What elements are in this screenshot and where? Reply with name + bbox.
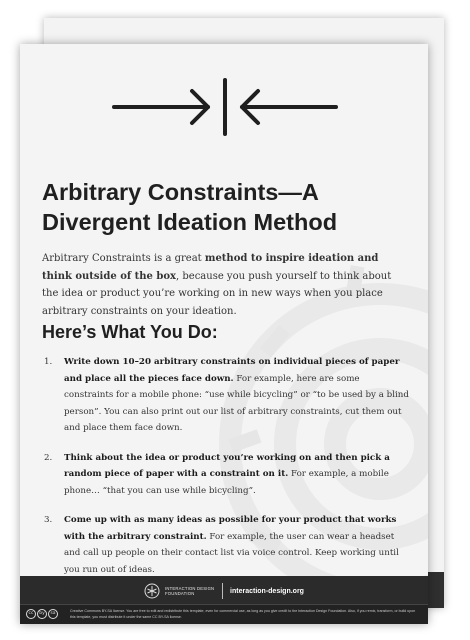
list-item	[44, 450, 410, 500]
section-heading: Here’s What You Do:	[42, 322, 218, 342]
cc-sa-icon: sa	[48, 609, 58, 619]
license-bar	[20, 604, 428, 624]
cc-icons	[26, 609, 59, 619]
intro-text: , because you push yourself to think about the idea or product you’re working on in new ways when you place arbitrary constraints on your ideation.	[42, 270, 392, 317]
page-title	[42, 177, 412, 237]
org-name: INTERACTION DESIGN FOUNDATION	[165, 586, 215, 596]
intro-text: Arbitrary Constraints is a great	[42, 253, 205, 264]
cc-icon: cc	[26, 609, 36, 619]
steps-list	[44, 354, 410, 591]
step-number: 3.	[44, 515, 53, 525]
title-line-2: Divergent Ideation Method	[42, 209, 338, 235]
worksheet-page	[20, 44, 428, 624]
step-number: 2.	[44, 452, 53, 463]
page-footer	[20, 576, 428, 624]
title-line-1: Arbitrary Constraints—A	[42, 179, 319, 205]
step-lead: Think about the idea or product you’re working on and then pick a random piece of paper with a constraint on it.	[64, 452, 390, 479]
list-item	[44, 354, 410, 437]
list-item	[44, 512, 410, 578]
step-detail: For example, the user can wear a headset and call up people on their contact list via voice control. Keep working until you run out of ideas.	[64, 531, 399, 575]
intro-text-bold: method to inspire ideation and think outside of the box	[42, 253, 379, 282]
cc-by-icon: by	[37, 609, 47, 619]
intro-paragraph	[42, 250, 410, 320]
step-detail: For example, a mobile phone… “that you can use while bicycling”.	[64, 469, 389, 496]
footer-divider	[222, 583, 223, 599]
step-lead: Come up with as many ideas as possible for your product that works with the arbitrary constraint.	[64, 515, 397, 542]
license-text: Creative Commons BY-SA license. You are free to edit and redistribute this template, even for commercial use, as long as you give credit to the Interaction Design Foundation. Also, if you remix, transform, or build upon this template, you must distribute it under the same CC BY-SA license.	[70, 609, 416, 619]
step-lead: Write down 10–20 arbitrary constraints on individual pieces of paper and place all the pieces face down.	[64, 357, 400, 384]
step-detail: For example, here are some constraints for a mobile phone: “use while bicycling” or “to be used by a blind person”. You can also print out our list of arbitrary constraints, cut them out and place them face down.	[64, 373, 409, 433]
footer-brand	[20, 581, 428, 601]
site-link[interactable]: interaction-design.org	[230, 587, 304, 595]
ixdf-logo-icon	[144, 583, 160, 599]
step-number: 1.	[44, 357, 53, 367]
arrows-converge-icon	[112, 78, 338, 136]
